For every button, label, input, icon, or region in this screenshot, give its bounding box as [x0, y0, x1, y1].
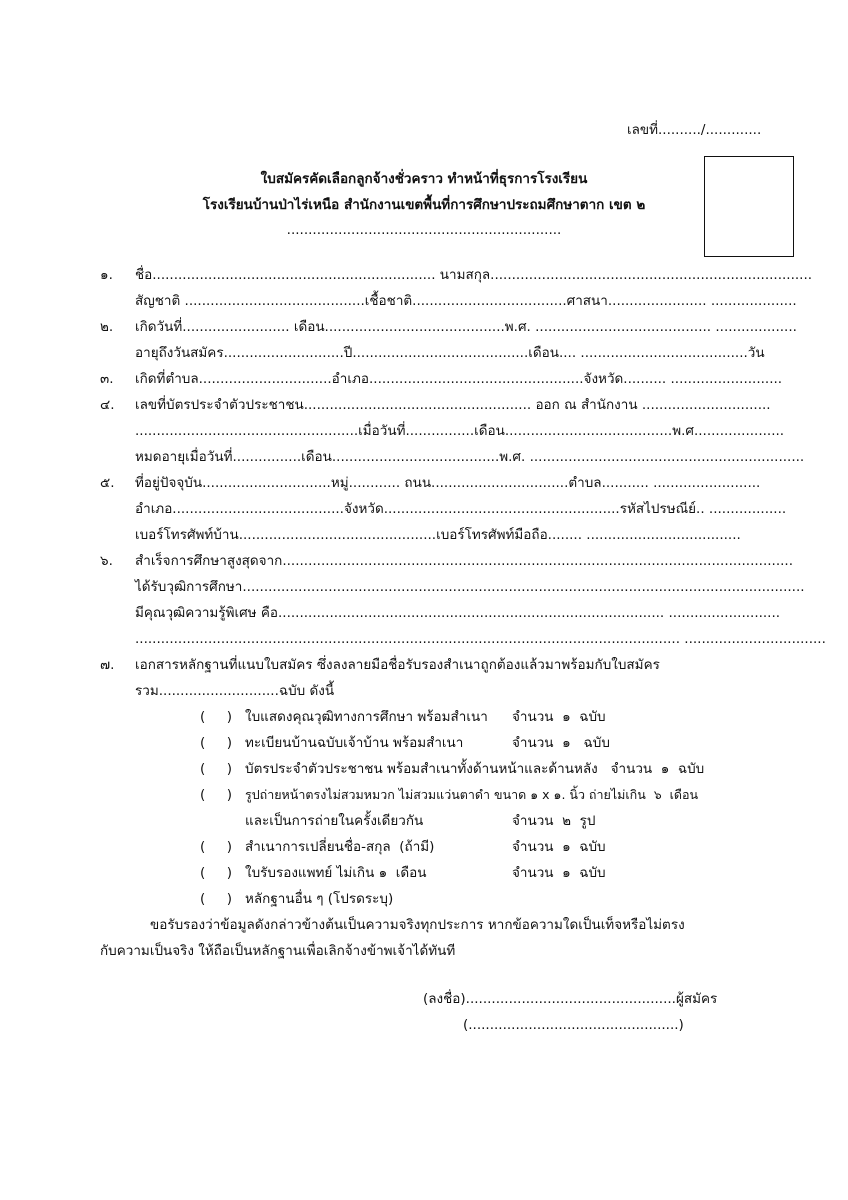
section-number-5: ๕. — [100, 475, 115, 491]
checklist-item-qty: จำนวน ๒ รูป — [512, 813, 596, 829]
address-line[interactable]: ที่อยู่ปัจจุบัน..............................หมู่............ ถนน................................ตำบล........... ......................... — [135, 475, 761, 491]
checklist-item-text: ใบรับรองแพทย์ ไม่เกิน ๑ เดือน — [245, 865, 427, 881]
attachments-heading: เอกสารหลักฐานที่แนบใบสมัคร ซึ่งลงลายมือชื่อรับรองสำเนาถูกต้องแล้วมาพร้อมกับใบสมัคร — [135, 657, 660, 673]
checkbox-mark[interactable]: ( ) — [200, 865, 232, 881]
name-surname-line[interactable]: ชื่อ.................................................................. นามสกุล........................................................................... — [135, 267, 813, 283]
checklist-item-qty: จำนวน ๑ ฉบับ — [512, 709, 606, 725]
id-expiry-line[interactable]: หมดอายุเมื่อวันที่................เดือน.......................................พ.ศ. ................................................................ — [135, 449, 805, 465]
document-number: เลขที่........../............. — [627, 122, 762, 138]
nationality-religion-line[interactable]: สัญชาติ ..........................................เชื้อชาติ....................................ศาสนา....................... .................... — [135, 293, 797, 309]
id-issue-date-line[interactable]: ....................................................เมื่อวันที่................เดือน.......................................พ.ศ..................... — [135, 423, 785, 439]
checklist-item-qty: จำนวน ๑ ฉบับ — [512, 865, 606, 881]
signature-line[interactable]: (ลงชื่อ).................................................ผู้สมัคร — [423, 991, 718, 1007]
checklist-item-text: ใบแสดงคุณวุฒิทางการศึกษา พร้อมสำเนา — [245, 709, 488, 725]
checklist-item-text: สำเนาการเปลี่ยนชื่อ-สกุล (ถ้ามี) — [245, 839, 435, 855]
signature-name-line[interactable]: (.................................................) — [463, 1017, 684, 1033]
title-underline: ................................................................ — [286, 222, 562, 238]
checklist-item-text: หลักฐานอื่น ๆ (โปรดระบุ) — [245, 891, 394, 907]
checkbox-mark[interactable]: ( ) — [200, 761, 232, 777]
photo-placeholder-box — [704, 156, 794, 257]
special-skills-line-2[interactable]: ............................................................................................................................... ................................. — [135, 631, 826, 647]
section-number-4: ๔. — [100, 397, 115, 413]
degree-line[interactable]: ได้รับวุฒิการศึกษา................................................................................................................................... — [135, 579, 805, 595]
attachments-total-line[interactable]: รวม............................ฉบับ ดังนี้ — [135, 683, 335, 699]
checklist-item-qty: จำนวน ๑ ฉบับ — [512, 839, 606, 855]
checklist-item-text: และเป็นการถ่ายในครั้งเดียวกัน — [245, 813, 424, 829]
section-number-2: ๒. — [100, 319, 114, 335]
form-title: ใบสมัครคัดเลือกลูกจ้างชั่วคราว ทำหน้าที่ธุรการโรงเรียน — [260, 171, 588, 187]
phone-line[interactable]: เบอร์โทรศัพท์บ้าน..............................................เบอร์โทรศัพท์มือถือ........ .................................... — [135, 527, 741, 543]
checklist-item-text: บัตรประจำตัวประชาชน พร้อมสำเนาทั้งด้านหน้าและด้านหลัง จำนวน ๑ ฉบับ — [245, 761, 705, 777]
checklist-item-text: ทะเบียนบ้านฉบับเจ้าบ้าน พร้อมสำเนา — [245, 735, 464, 751]
id-card-line[interactable]: เลขที่บัตรประจำตัวประชาชน..................................................... ออก ณ สำนักงาน .............................. — [135, 397, 771, 413]
section-number-6: ๖. — [100, 553, 113, 569]
education-line[interactable]: สำเร็จการศึกษาสูงสุดจาก....................................................................................................................... — [135, 553, 793, 569]
checklist-item-qty: จำนวน ๑ ฉบับ — [512, 735, 610, 751]
checkbox-mark[interactable]: ( ) — [200, 709, 232, 725]
district-province-line[interactable]: อำเภอ........................................จังหวัด.......................................................รหัสไปรษณีย์.. .................. — [135, 501, 787, 517]
checklist-item-text: รูปถ่ายหน้าตรงไม่สวมหมวก ไม่สวมแว่นตาดำ ขนาด ๑ x ๑. นิ้ว ถ่ายไม่เกิน ๖ เดือน — [245, 787, 699, 802]
birthplace-line[interactable]: เกิดที่ตำบล...............................อำเภอ..................................................จังหวัด.......... .......................... — [135, 371, 783, 387]
school-name-title: โรงเรียนบ้านป่าไร่เหนือ สำนักงานเขตพื้นที่การศึกษาประถมศึกษาตาก เขต ๒ — [202, 197, 646, 213]
birth-date-line[interactable]: เกิดวันที่......................... เดือน..........................................พ.ศ. ......................................... ................... — [135, 319, 797, 335]
declaration-text-line-1: ขอรับรองว่าข้อมูลดังกล่าวข้างต้นเป็นความจริงทุกประการ หากข้อความใดเป็นเท็จหรือไม่ตรง — [150, 917, 685, 933]
section-number-3: ๓. — [100, 371, 114, 387]
declaration-text-line-2: กับความเป็นจริง ให้ถือเป็นหลักฐานเพื่อเลิกจ้างข้าพเจ้าได้ทันที — [100, 943, 456, 959]
section-number-1: ๑. — [100, 267, 113, 283]
checkbox-mark[interactable]: ( ) — [200, 891, 232, 907]
age-line[interactable]: อายุถึงวันสมัคร............................ปี.........................................เดือน.... .......................................วัน — [135, 345, 765, 361]
section-number-7: ๗. — [100, 657, 115, 673]
checkbox-mark[interactable]: ( ) — [200, 735, 232, 751]
checkbox-mark[interactable]: ( ) — [200, 839, 232, 855]
checkbox-mark[interactable]: ( ) — [200, 787, 232, 803]
special-skills-line[interactable]: มีคุณวุฒิความรู้พิเศษ คือ.......................................................................................... .......................... — [135, 605, 781, 621]
